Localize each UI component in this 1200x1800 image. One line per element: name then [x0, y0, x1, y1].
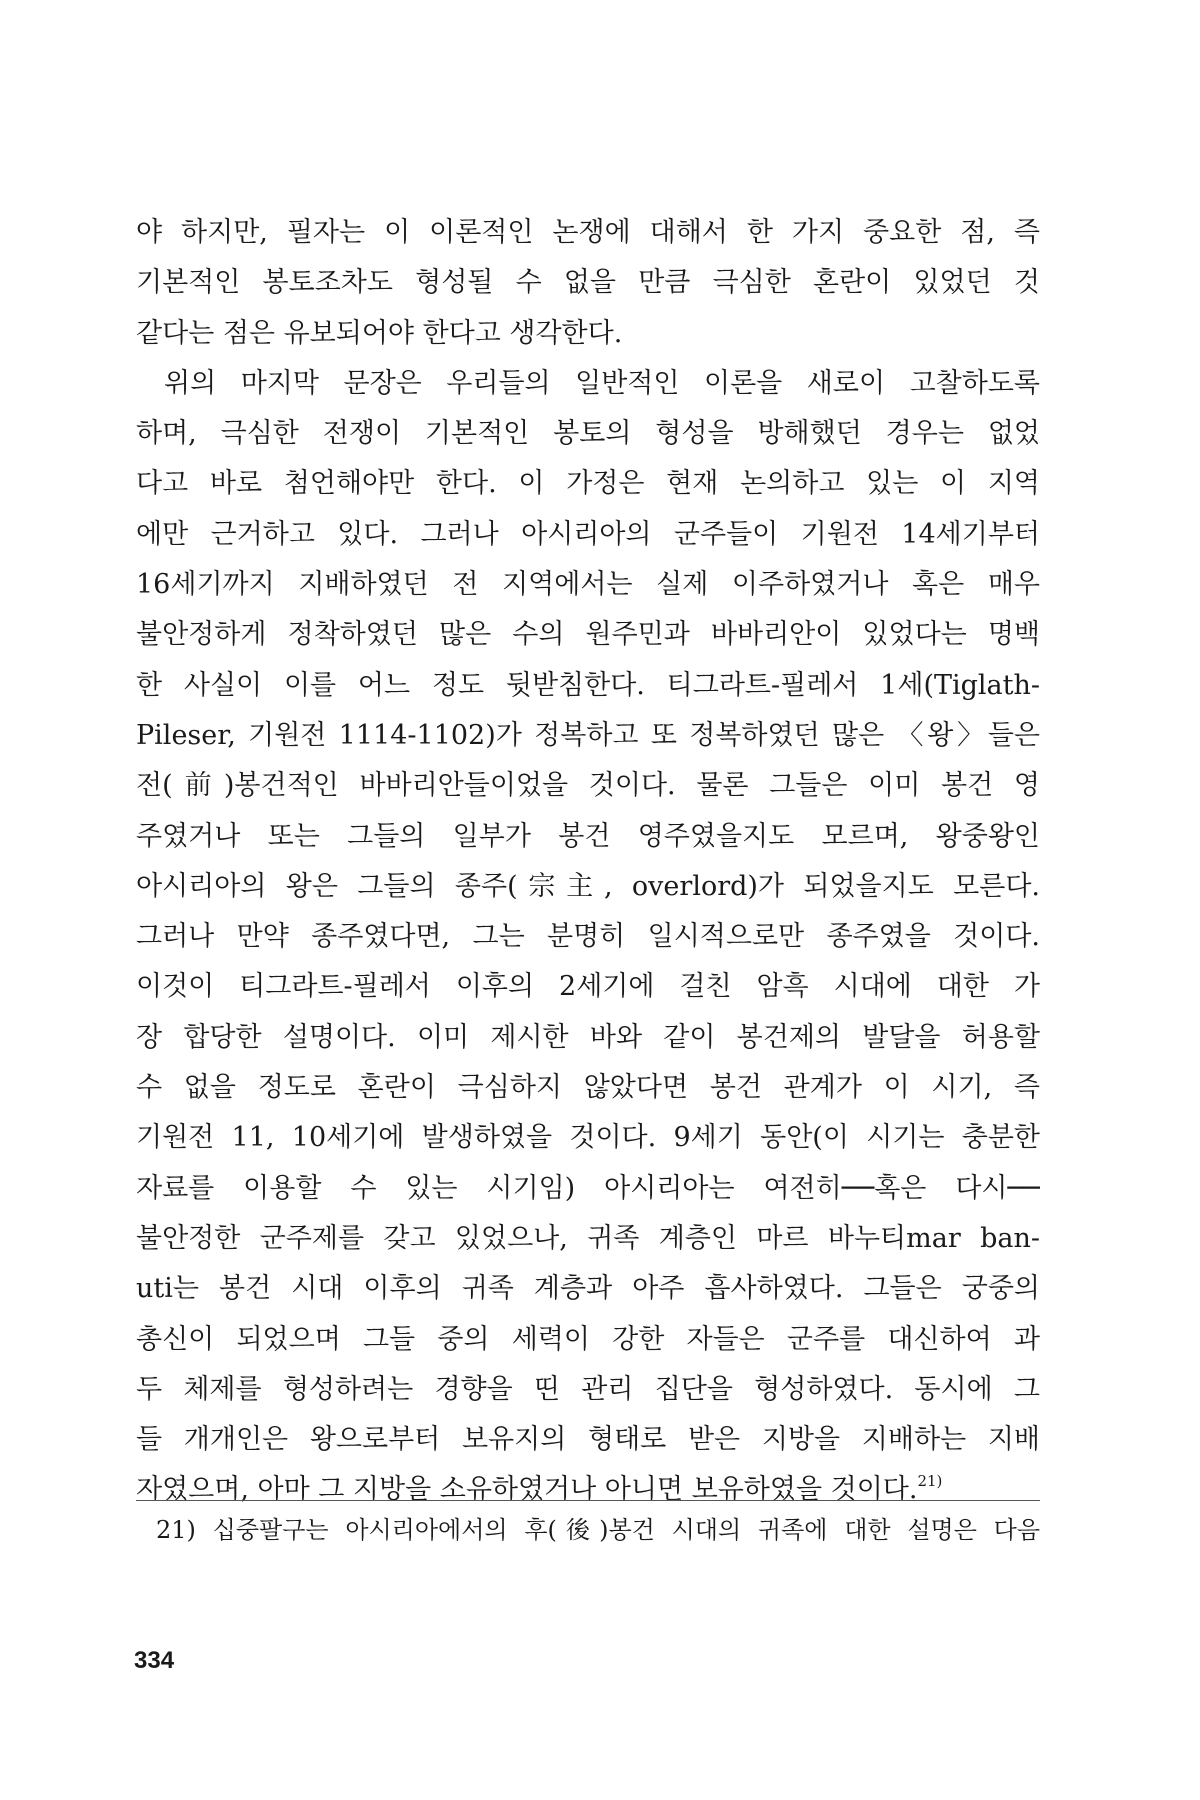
footnote-divider: [136, 1500, 1040, 1501]
text-line: 불안정한 군주제를 갖고 있었으나, 귀족 계층인 마르 바누티mar ban-: [136, 1222, 1040, 1254]
text-line: 주였거나 또는 그들의 일부가 봉건 영주였을지도 모르며, 왕중왕인: [136, 820, 1040, 852]
body-text: [136, 212, 1040, 1520]
text-line: 불안정하게 정착하였던 많은 수의 원주민과 바바리안이 있었다는 명백: [136, 619, 1040, 651]
page-number: 334: [134, 1647, 175, 1674]
text-line: 자료를 이용할 수 있는 시기임) 아시리아는 여전히──혹은 다시──: [136, 1172, 1040, 1204]
text-line: 기원전 11, 10세기에 발생하였을 것이다. 9세기 동안(이 시기는 충분한: [136, 1122, 1040, 1154]
text-line: 다고 바로 첨언해야만 한다. 이 가정은 현재 논의하고 있는 이 지역: [136, 468, 1040, 500]
paragraph-start-line: 위의 마지막 문장은 우리들의 일반적인 이론을 새로이 고찰하도록: [164, 367, 1040, 399]
text-line-content: 자였으며, 아마 그 지방을 소유하였거나 아니면 보유하였을 것이다.: [136, 1474, 918, 1506]
text-line: uti는 봉건 시대 이후의 귀족 계층과 아주 흡사하였다. 그들은 궁중의: [136, 1273, 1040, 1305]
text-line: 한 사실이 이를 어느 정도 뒷받침한다. 티그라트-필레서 1세(Tiglath-: [136, 669, 1040, 701]
footnote-text: 21) 십중팔구는 아시리아에서의 후(後)봉건 시대의 귀족에 대한 설명은 다음: [156, 1516, 1040, 1544]
text-line: 이것이 티그라트-필레서 이후의 2세기에 걸친 암흑 시대에 대한 가: [136, 971, 1040, 1003]
text-line: 기본적인 봉토조차도 형성될 수 없을 만큼 극심한 혼란이 있었던 것: [136, 267, 1040, 299]
text-line: Pileser, 기원전 1114-1102)가 정복하고 또 정복하였던 많은 〈왕〉들은: [136, 719, 1040, 751]
text-line: 두 체제를 형성하려는 경향을 띤 관리 집단을 형성하였다. 동시에 그: [136, 1373, 1040, 1405]
text-line: 아시리아의 왕은 그들의 종주(宗主, overlord)가 되었을지도 모른다.: [136, 870, 1040, 902]
text-line: 하며, 극심한 전쟁이 기본적인 봉토의 형성을 방해했던 경우는 없었: [136, 418, 1040, 450]
text-line: 전(前)봉건적인 바바리안들이었을 것이다. 물론 그들은 이미 봉건 영: [136, 770, 1040, 802]
text-line: 총신이 되었으며 그들 중의 세력이 강한 자들은 군주를 대신하여 과: [136, 1323, 1040, 1355]
text-line: 야 하지만, 필자는 이 이론적인 논쟁에 대해서 한 가지 중요한 점, 즉: [136, 217, 1040, 248]
text-line: 16세기까지 지배하였던 전 지역에서는 실제 이주하였거나 혹은 매우: [136, 569, 1040, 601]
text-line: 수 없을 정도로 혼란이 극심하지 않았다면 봉건 관계가 이 시기, 즉: [136, 1072, 1040, 1104]
text-line: 장 합당한 설명이다. 이미 제시한 바와 같이 봉건제의 발달을 허용할: [136, 1021, 1040, 1053]
footnote-reference: 21): [917, 1472, 943, 1491]
text-line: 들 개개인은 왕으로부터 보유지의 형태로 받은 지방을 지배하는 지배: [136, 1424, 1040, 1456]
text-line: 그러나 만약 종주였다면, 그는 분명히 일시적으로만 종주였을 것이다.: [136, 921, 1040, 953]
text-line: 같다는 점은 유보되어야 한다고 생각한다.: [136, 317, 623, 349]
text-line: 에만 근거하고 있다. 그러나 아시리아의 군주들이 기원전 14세기부터: [136, 518, 1040, 550]
